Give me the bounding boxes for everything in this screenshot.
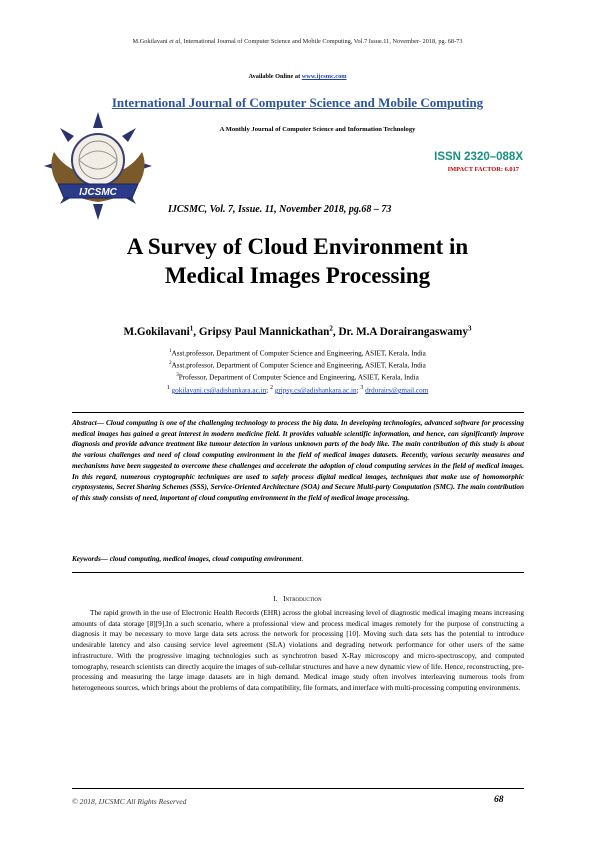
affiliation: $^2$Asst.professor, Department of Computer Science and Engineering, ASIET, Kerala, India — [169, 361, 426, 370]
issn: ISSN 2320–088X — [434, 151, 523, 163]
author: Gripsy Paul Mannickathan$^2$, — [198, 324, 339, 338]
paper-title-line-2: Medical Images Processing — [164, 263, 431, 288]
section-heading: I. Introduction — [273, 594, 322, 603]
running-header: M.Gokilavani et al, International Journal of Computer Science and Mobile Computing, Vol.7 Issue.11, November- 2018, pg. 68-73 — [132, 38, 463, 45]
abstract-top-rule — [72, 412, 524, 413]
journal-website-link[interactable]: www.ijcsmc.com — [301, 73, 347, 80]
abstract-bottom-rule — [72, 572, 524, 573]
available-online: Available Online at www.ijcsmc.com — [248, 73, 347, 80]
email-list: $^1$ gokilavani.cs@adishankara.ac.in; $^2$ gripsy.cs@adishankara.ac.in; $^3$ drdorairs@gmail.com — [166, 385, 429, 395]
author: Dr. M.A Dorairangaswamy$^3$ — [338, 324, 472, 338]
copyright: © 2018, IJCSMC All Rights Reserved — [72, 797, 187, 806]
email-link[interactable]: gripsy.cs@adishankara.ac.in — [274, 386, 357, 395]
keywords: Keywords— cloud computing, medical images, cloud computing environment. — [72, 555, 304, 563]
journal-logo — [44, 112, 152, 220]
introduction-paragraph: The rapid growth in the use of Electronic Health Records (EHR) across the global increasing level of diagnostic medical imaging means increasing amounts of data storage [8][9].In a such scenario, where a professional view and process medical images remotely for the purpose of constructing a diagnosis it may be necessary to move large data sets across the network for processing [10]. Moving such data sets has the potential to introduce undesirable latency and also causing service level agreement (SLA) violations and degrading network performance for other users of the same infrastructure. With the progressive imaging technologies such as synchrotron based X-Ray microscopy and micro-spectroscopy, and computed tomography, research scientists can directly acquire the images of sub-cellular structures and have a new dynamic view of life. Hence, reconstructing, pre-processing and measuring the large image datasets are in high demand. Medical image study often involves interleaving numerous tools from heterogeneous sources, which brings about the problems of data compatibility, file formats, and interface with multi-processing computing environments. — [72, 608, 524, 692]
paper-title — [0, 232, 595, 290]
affiliation: $^3$Professor, Department of Computer Science and Engineering, ASIET, Kerala, India — [176, 373, 419, 382]
email-link[interactable]: drdorairs@gmail.com — [365, 386, 429, 395]
page-number: 68 — [494, 795, 504, 805]
impact-factor: IMPACT FACTOR: 6.017 — [447, 166, 519, 173]
email-link[interactable]: gokilavani.cs@adishankara.ac.in — [171, 386, 267, 395]
citation-line: IJCSMC, Vol. 7, Issue. 11, November 2018, pg.68 – 73 — [168, 204, 392, 215]
affiliation: $^1$Asst.professor, Department of Computer Science and Engineering, ASIET, Kerala, India — [169, 349, 426, 358]
footer-rule — [72, 788, 524, 789]
journal-title: International Journal of Computer Science and Mobile Computing — [111, 95, 484, 110]
author-list — [0, 324, 595, 338]
abstract: Abstract— Cloud computing is one of the challenging technology to process the big data. In developing technologies, advanced software for processing medical images has gained a great interest in modern medicine field. It provides valuable scientific information, and hence, can significantly improve diagnosis and provide advance treatment like tumour detection in various unknown parts of the body like. The main contribution of this study is about the various challenges and need of cloud computing environment in the field of medical images datasets. Recently, various security measures and mechanisms have been suggested to overcome these challenges and accelerate the adoption of cloud computing services in the field of medical images. In this regard, numerous cryptographic techniques are used to safely process digital medical images, techniques that make use of homomorphic cryptosystems, Secret Sharing Schemes (SSS), Service-Oriented Architecture (SOA) and Secure Multi-party Computation (SMC). The main contribution of this study consists of need, important of cloud computing environment in the field of medical image processing. — [72, 419, 524, 502]
journal-subtitle: A Monthly Journal of Computer Science and Information Technology — [219, 126, 416, 133]
logo-text: IJCSMC — [79, 187, 117, 198]
author: M.Gokilavani$^1$, — [123, 324, 199, 338]
paper-title-line-1: A Survey of Cloud Environment in — [126, 234, 469, 259]
